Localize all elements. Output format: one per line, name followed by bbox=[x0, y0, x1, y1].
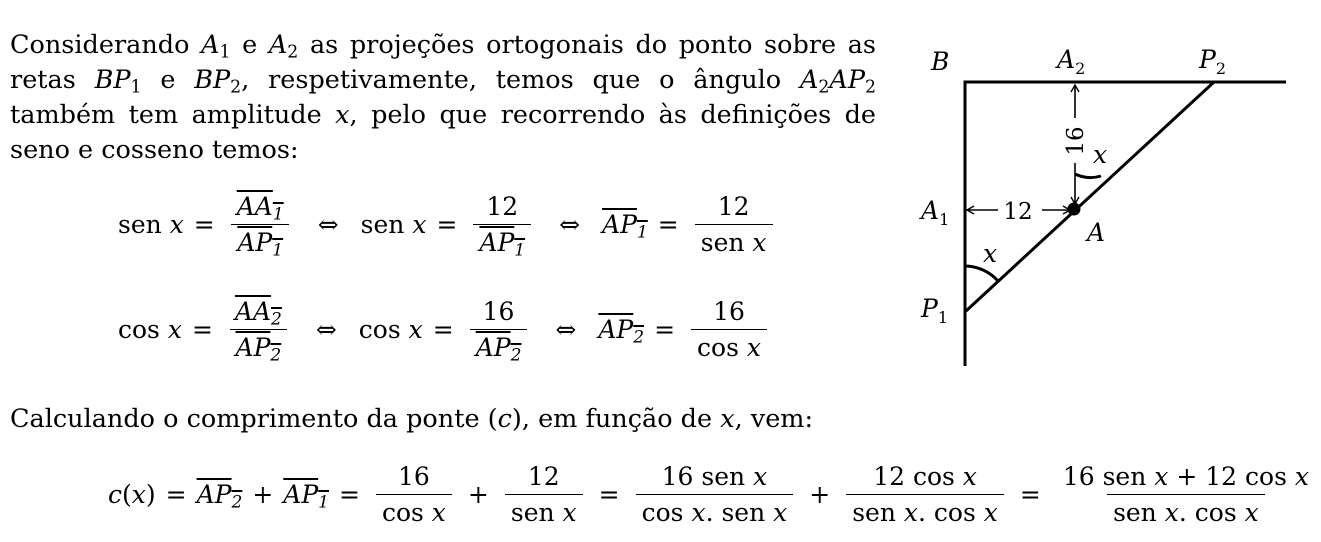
plus-sign: + bbox=[809, 480, 831, 509]
segment-bp-label: BP bbox=[94, 65, 131, 95]
dimension-12-label: 12 bbox=[1003, 199, 1033, 225]
text-calculando: Calculando o comprimento da ponte bbox=[10, 404, 480, 434]
point-a-label: A bbox=[799, 65, 819, 95]
plus-sign: + bbox=[467, 480, 489, 509]
equivalence-sign: ⇔ bbox=[559, 210, 581, 239]
point-a-label: A bbox=[1087, 218, 1106, 247]
equals-sign: = bbox=[193, 210, 215, 239]
segment-ap2: $AP_2$ bbox=[235, 333, 282, 366]
text-e: e bbox=[242, 30, 258, 60]
denominator: sen x bbox=[505, 494, 583, 527]
variable-x: x bbox=[408, 315, 423, 344]
variable-x: x bbox=[335, 100, 350, 130]
segment-ap1: $AP_1$ bbox=[602, 210, 648, 243]
text-definicoes: , pelo que recorrendo às definições de seno e cosseno temos: bbox=[10, 100, 877, 165]
segment-ap2: $AP_2$ bbox=[196, 480, 243, 513]
equals-sign: = bbox=[436, 210, 458, 239]
point-a1-label: $A_1$ bbox=[921, 196, 950, 229]
sen-function: sen bbox=[118, 210, 162, 239]
point-b-label: B bbox=[931, 47, 950, 76]
segment-ap1: $AP_1$ bbox=[479, 228, 526, 261]
text-respetivamente: , respetivamente, temos que o ângulo bbox=[241, 65, 782, 95]
segment-bp-label: BP bbox=[194, 65, 231, 95]
segment-ap2: $AP_2$ bbox=[475, 333, 522, 366]
point-p1-label: $P_1$ bbox=[921, 294, 949, 327]
point-a-dot bbox=[1068, 203, 1081, 216]
text-projecoes: as projeções ortogonais do ponto sobre as retas bbox=[10, 30, 877, 95]
text-e: e bbox=[160, 65, 176, 95]
variable-x: x bbox=[167, 315, 182, 344]
sen-function: sen bbox=[360, 210, 405, 239]
final-equation-row: c ( x ) = $AP_2$ + $AP_1$ = $\frac{16}{\text{cos x}}$ + $\frac{12}{\text{sen x}}$ = $\frac{\text{16 sen x}}{\text{cos x. sen x}}$ + $\frac{\text{12 cos x}}{\text{sen x. cos x}}$ = $\frac{\text{16 sen x + 12 cos x}}{\text{sen x. cos x}}$ bbox=[108, 462, 1321, 527]
numerator: 16 bbox=[482, 297, 515, 326]
cos-function: cos bbox=[118, 315, 160, 344]
point-a-label: A bbox=[268, 30, 288, 60]
segment-aa1: $AA_1$ bbox=[236, 192, 284, 225]
angle-x-label-at-p1: x bbox=[983, 239, 998, 268]
variable-x: x bbox=[412, 210, 427, 239]
numerator: 12 cos x bbox=[873, 462, 977, 491]
numerator: 12 bbox=[527, 462, 560, 491]
numerator: 12 bbox=[486, 192, 519, 221]
text-considerando: Considerando bbox=[10, 30, 190, 60]
variable-x: x bbox=[131, 480, 146, 509]
subscript: 2 bbox=[818, 77, 830, 98]
numerator: 16 bbox=[713, 297, 745, 326]
point-a-label: A bbox=[201, 30, 220, 60]
variable-x: x bbox=[720, 404, 735, 434]
text-em-funcao: , em função de bbox=[521, 404, 713, 434]
point-p2-label: $P_2$ bbox=[1199, 45, 1227, 78]
equivalence-sign: ⇔ bbox=[315, 315, 337, 344]
equals-sign: = bbox=[432, 315, 454, 344]
variable-c: c bbox=[497, 404, 512, 434]
subscript: 2 bbox=[865, 77, 877, 98]
segment-aa2: $AA_2$ bbox=[234, 297, 282, 330]
numerator: 16 bbox=[398, 462, 430, 491]
text-tambem: também tem amplitude bbox=[10, 100, 322, 130]
denominator: cos x bbox=[376, 494, 452, 527]
point-a2-label: $A_2$ bbox=[1057, 45, 1086, 78]
angle-arc-at-p1 bbox=[965, 266, 998, 281]
bridge-line-p1p2 bbox=[966, 82, 1214, 311]
segment-ap2: $AP_2$ bbox=[598, 315, 645, 348]
angle-arc-at-a bbox=[1075, 174, 1101, 178]
subscript: 2 bbox=[287, 42, 299, 63]
numerator: 12 bbox=[717, 192, 750, 221]
equals-sign: = bbox=[191, 315, 213, 344]
segment-ap1: $AP_1$ bbox=[283, 480, 329, 513]
subscript: 1 bbox=[130, 77, 142, 98]
subscript: 2 bbox=[230, 77, 242, 98]
text-vem: , vem: bbox=[734, 404, 814, 434]
equals-sign: = bbox=[657, 210, 679, 239]
denominator: cos x. sen x bbox=[636, 494, 794, 527]
segment-ap1: $AP_1$ bbox=[237, 228, 284, 261]
point-p-label: P bbox=[847, 65, 866, 95]
equals-sign: = bbox=[339, 480, 360, 509]
equals-sign: = bbox=[598, 480, 620, 509]
denominator: cos x bbox=[691, 329, 767, 362]
point-a-label: A bbox=[829, 65, 848, 95]
function-c: c bbox=[108, 480, 123, 509]
dimension-16-label: 16 bbox=[1063, 126, 1089, 156]
equals-sign: = bbox=[165, 480, 187, 509]
equals-sign: = bbox=[654, 315, 676, 344]
equals-sign: = bbox=[1019, 480, 1041, 509]
plus-sign: + bbox=[252, 480, 274, 509]
equivalence-sign: ⇔ bbox=[555, 315, 577, 344]
variable-x: x bbox=[169, 210, 184, 239]
subscript: 1 bbox=[219, 42, 231, 63]
numerator: 16 sen x bbox=[661, 462, 768, 491]
angle-x-label-at-a: x bbox=[1093, 140, 1108, 169]
denominator: sen x bbox=[695, 224, 773, 257]
denominator: sen x. cos x bbox=[846, 494, 1004, 527]
bridge-length-paragraph: Calculando o comprimento da ponte (c), em função de x, vem: bbox=[10, 404, 814, 434]
denominator: sen x. cos x bbox=[1107, 494, 1265, 527]
equivalence-sign: ⇔ bbox=[317, 210, 339, 239]
numerator: 16 sen x + 12 cos x bbox=[1062, 462, 1309, 491]
cos-function: cos bbox=[358, 315, 401, 344]
